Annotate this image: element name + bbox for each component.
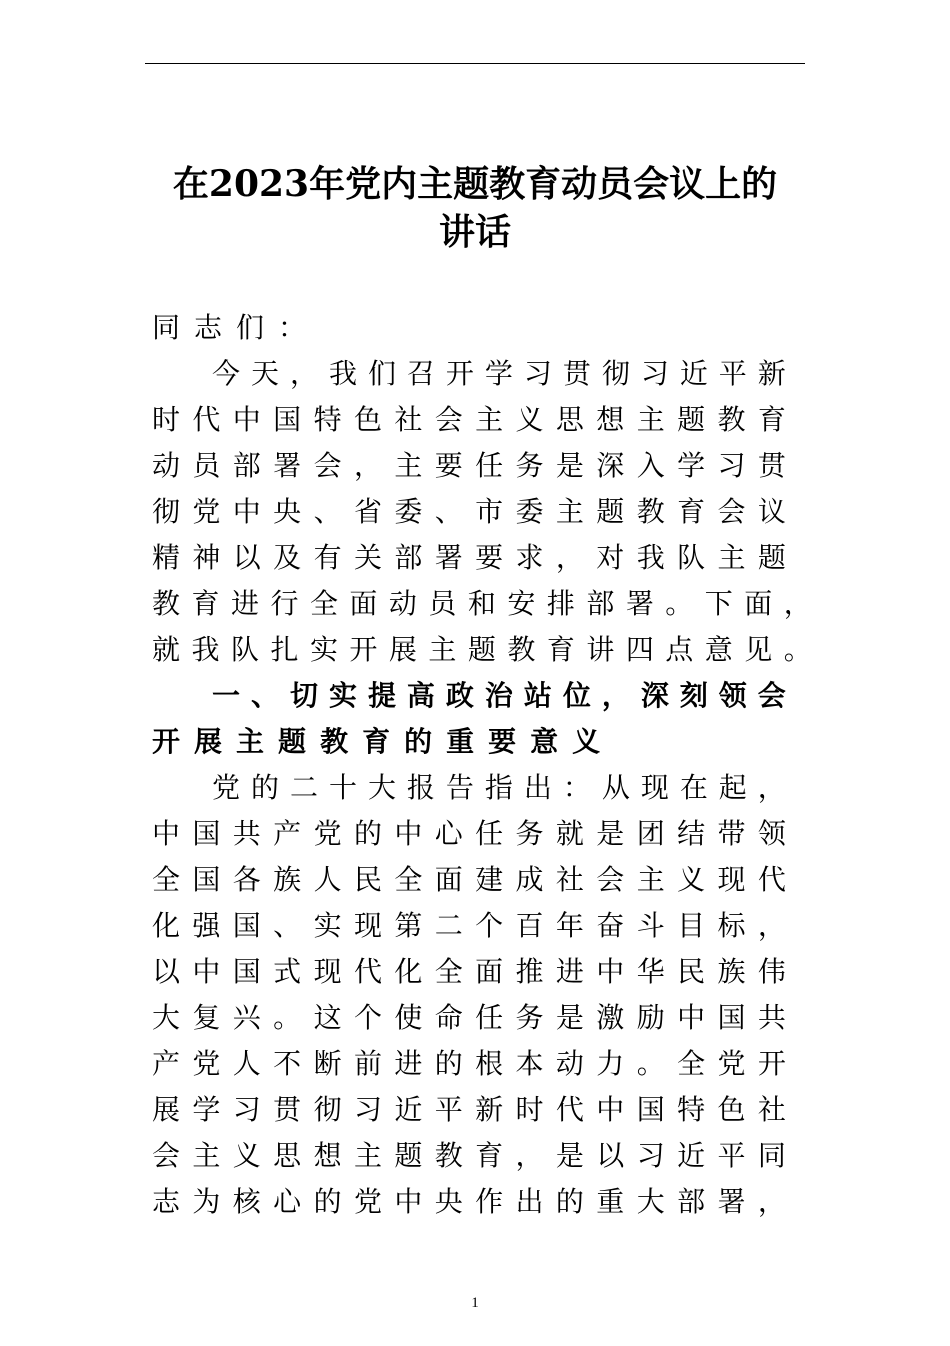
body-line: 今 天 ， 我 们 召 开 学 习 贯 彻 习 近 平 新: [212, 357, 786, 390]
document-title-line-1: 在2023年党内主题教育动员会议上的: [172, 163, 778, 205]
body-line: 动 员 部 署 会 ， 主 要 任 务 是 深 入 学 习 贯: [152, 449, 786, 482]
header-rule: [145, 63, 805, 64]
body-line: 化 强 国 、 实 现 第 二 个 百 年 奋 斗 目 标 ，: [152, 909, 786, 942]
document-title-line-2: 讲话: [438, 211, 511, 253]
salutation: 同 志 们 ：: [152, 311, 307, 344]
section-heading: 一 、 切 实 提 高 政 治 站 位 ， 深 刻 领 会: [212, 679, 786, 712]
body-line: 党 的 二 十 大 报 告 指 出 ： 从 现 在 起 ，: [212, 771, 786, 804]
body-line: 大 复 兴 。 这 个 使 命 任 务 是 激 励 中 国 共: [152, 1001, 786, 1034]
page-number: 1: [471, 1295, 479, 1311]
body-line: 时 代 中 国 特 色 社 会 主 义 思 想 主 题 教 育: [152, 403, 786, 436]
body-line: 会 主 义 思 想 主 题 教 育 ， 是 以 习 近 平 同: [152, 1139, 786, 1172]
body-line: 志 为 核 心 的 党 中 央 作 出 的 重 大 部 署 ，: [152, 1185, 786, 1218]
section-heading: 开 展 主 题 教 育 的 重 要 意 义: [152, 725, 601, 758]
body-line: 精 神 以 及 有 关 部 署 要 求 ， 对 我 队 主 题: [152, 541, 786, 574]
body-line: 中 国 共 产 党 的 中 心 任 务 就 是 团 结 带 领: [152, 817, 786, 850]
body-line: 彻 党 中 央 、 省 委 、 市 委 主 题 教 育 会 议: [152, 495, 786, 528]
body-line: 就 我 队 扎 实 开 展 主 题 教 育 讲 四 点 意 见 。: [152, 633, 812, 666]
body-line: 以 中 国 式 现 代 化 全 面 推 进 中 华 民 族 伟: [152, 955, 786, 988]
body-line: 产 党 人 不 断 前 进 的 根 本 动 力 。 全 党 开: [152, 1047, 786, 1080]
body-line: 展 学 习 贯 彻 习 近 平 新 时 代 中 国 特 色 社: [152, 1093, 786, 1126]
body-line: 全 国 各 族 人 民 全 面 建 成 社 会 主 义 现 代: [152, 863, 786, 896]
body-line: 教 育 进 行 全 面 动 员 和 安 排 部 署 。 下 面 ，: [152, 587, 812, 620]
